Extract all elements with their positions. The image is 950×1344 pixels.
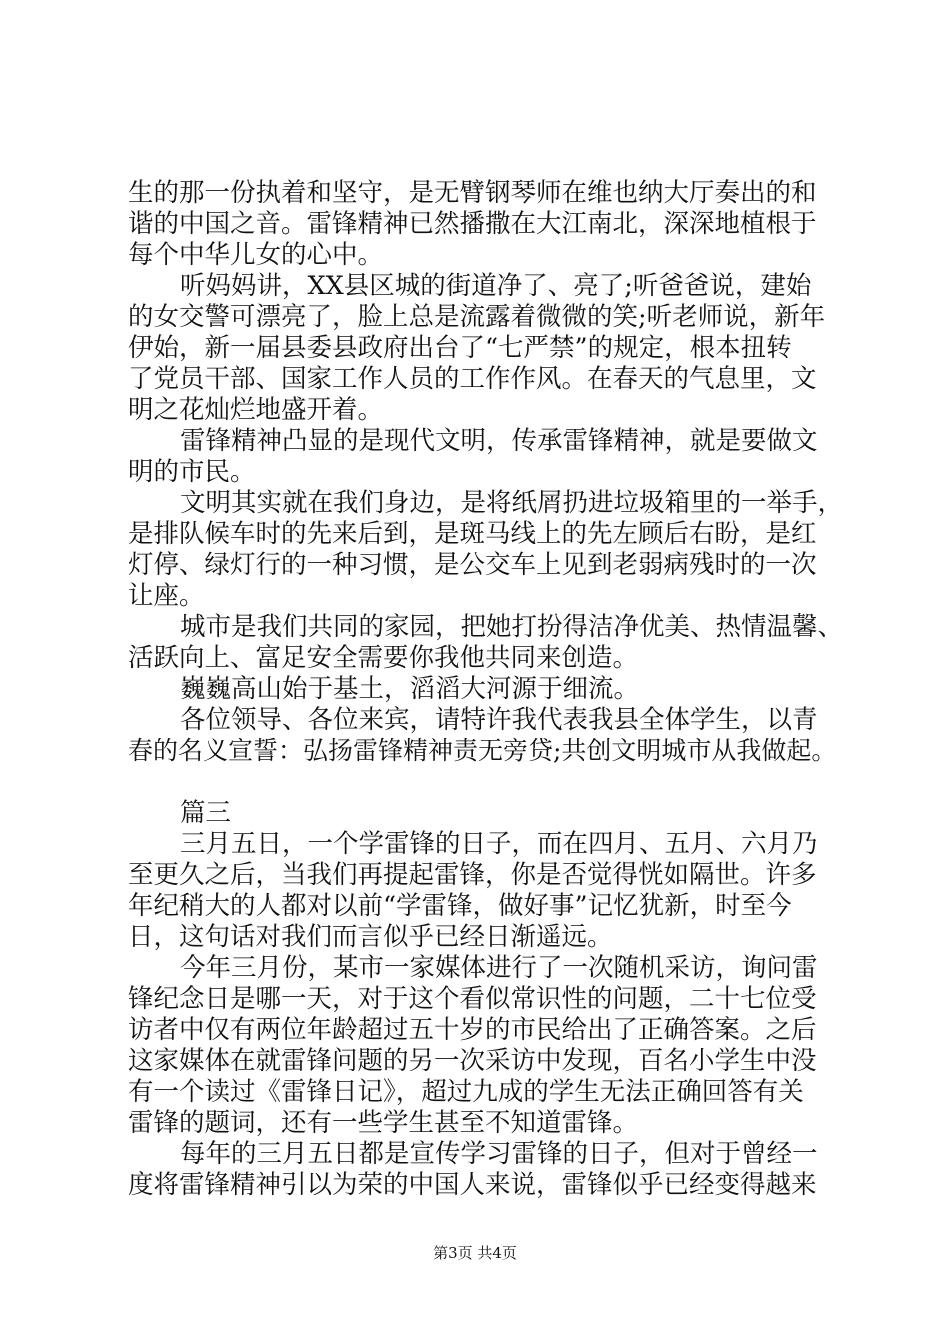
page-number-footer: 第3页 共4页: [433, 1244, 517, 1262]
text-line: 春的名义宣誓：弘扬雷锋精神责无旁贷;共创文明城市从我做起。: [128, 736, 837, 765]
text-line: 的女交警可漂亮了，脸上总是流露着微微的笑;听老师说，新年: [128, 302, 826, 332]
text-line: 了党员干部、国家工作人员的工作作风。在春天的气息里，文: [128, 364, 817, 394]
text-line: 灯停、绿灯行的一种习惯，是公交车上见到老弱病残时的一次: [128, 550, 817, 580]
text-line: 每个中华儿女的心中。: [128, 240, 384, 270]
text-line: 年纪稍大的人都对以前“学雷锋，做好事”记忆犹新，时至今: [128, 891, 792, 921]
text-line: 伊始，新一届县委县政府出台了“七严禁”的规定，根本扭转: [128, 333, 792, 363]
text-line: 明的市民。: [128, 457, 256, 487]
text-line: 至更久之后，当我们再提起雷锋，你是否觉得恍如隔世。许多: [128, 860, 817, 890]
text-line: 听妈妈讲，XX县区城的街道净了、亮了;听爸爸说，建始: [180, 271, 812, 301]
text-line: 锋纪念日是哪一天，对于这个看似常识性的问题，二十七位受: [128, 984, 817, 1014]
text-line: 各位领导、各位来宾，请特许我代表我县全体学生，以青: [180, 705, 818, 735]
text-line: 雷锋的题词，还有一些学生甚至不知道雷锋。: [128, 1108, 639, 1138]
text-line: 谐的中国之音。雷锋精神已然播撒在大江南北，深深地植根于: [128, 209, 817, 239]
text-line: 度将雷锋精神引以为荣的中国人来说，雷锋似乎已经变得越来: [128, 1170, 817, 1200]
text-line: 每年的三月五日都是宣传学习雷锋的日子，但对于曾经一: [180, 1139, 818, 1169]
text-line: 今年三月份，某市一家媒体进行了一次随机采访，询问雷: [180, 953, 818, 983]
text-line: 有一个读过《雷锋日记》，超过九成的学生无法正确回答有关: [128, 1077, 804, 1107]
text-line: 活跃向上、富足安全需要你我他共同来创造。: [128, 643, 639, 673]
text-line: 明之花灿烂地盛开着。: [128, 395, 384, 425]
text-line: 是排队候车时的先来后到，是斑马线上的先左顾后右盼，是红: [128, 519, 817, 549]
text-line: 雷锋精神凸显的是现代文明，传承雷锋精神，就是要做文: [180, 426, 818, 456]
text-line: 城市是我们共同的家园，把她打扮得洁净优美、热情温馨、: [180, 612, 844, 642]
text-line: 访者中仅有两位年龄超过五十岁的市民给出了正确答案。之后: [128, 1015, 817, 1045]
text-line: 让座。: [128, 581, 205, 611]
text-line: 文明其实就在我们身边，是将纸屑扔进垃圾箱里的一举手，: [180, 488, 844, 518]
text-line: 日，这句话对我们而言似乎已经日渐遥远。: [128, 922, 613, 952]
section-heading: 篇三: [180, 798, 232, 828]
text-line: 生的那一份执着和坚守，是无臂钢琴师在维也纳大厅奏出的和: [128, 178, 817, 208]
text-line: 三月五日，一个学雷锋的日子，而在四月、五月、六月乃: [180, 829, 818, 859]
text-line: 巍巍高山始于基土，滔滔大河源于细流。: [180, 674, 640, 704]
text-line: 这家媒体在就雷锋问题的另一次采访中发现，百名小学生中没: [128, 1046, 817, 1076]
